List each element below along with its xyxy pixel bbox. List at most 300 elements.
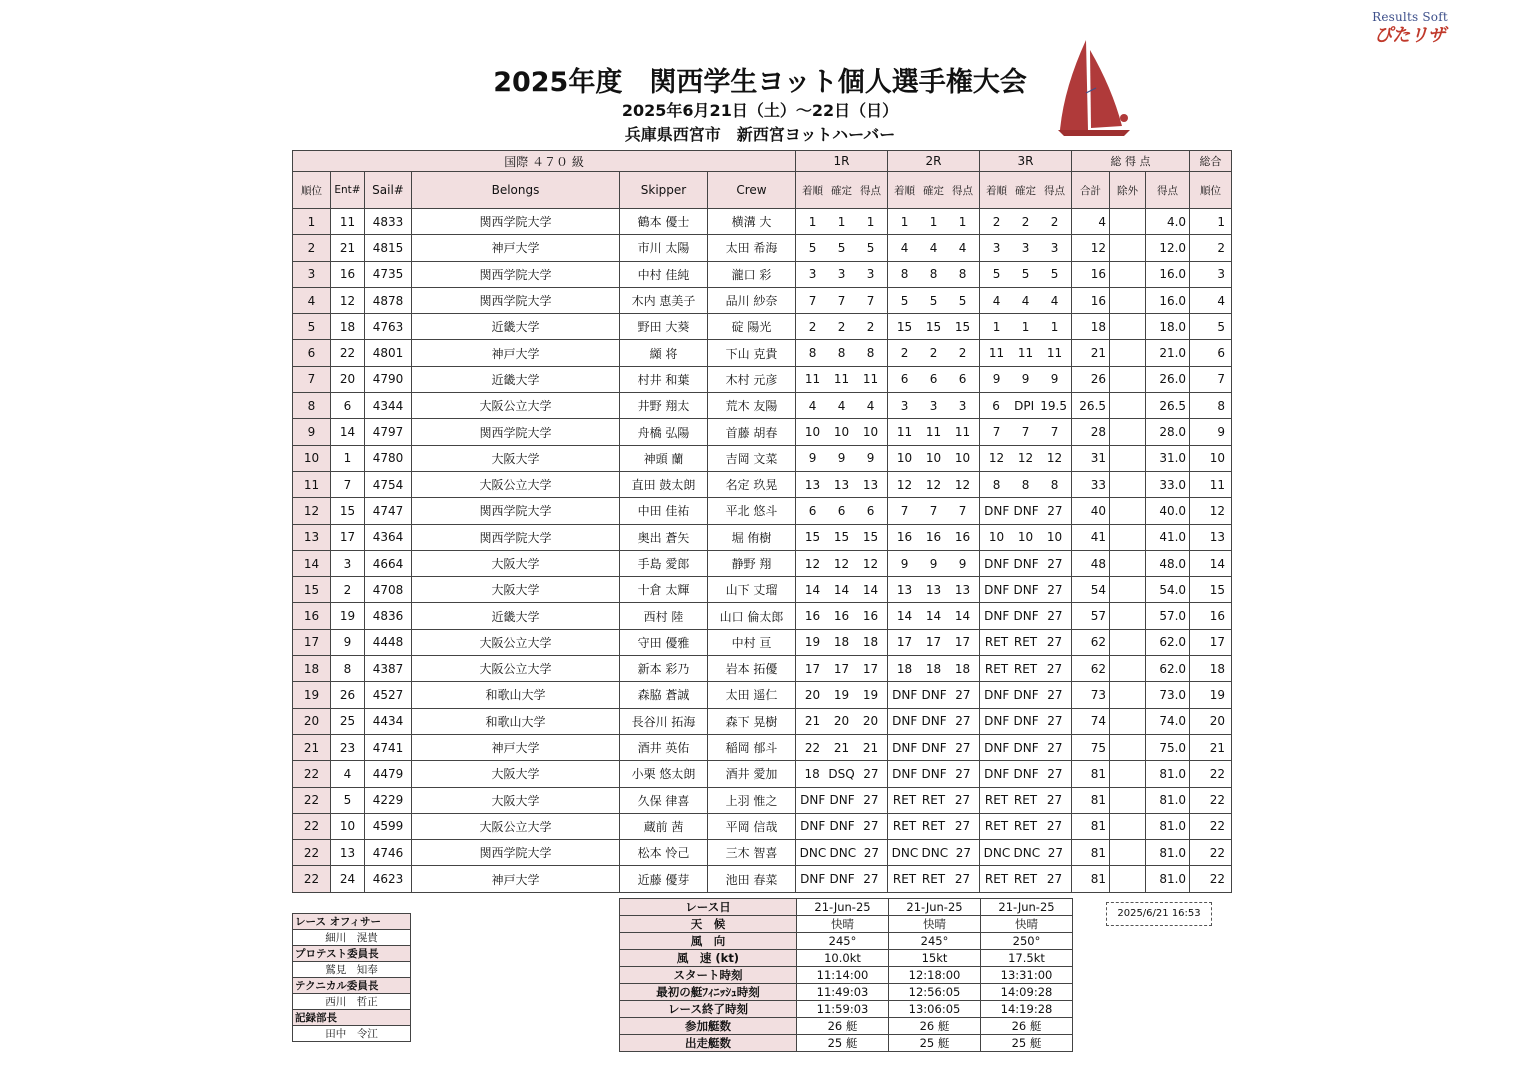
r3-cell [980, 787, 1072, 813]
score-cell: 16.0 [1146, 261, 1190, 287]
score-cell: 12.0 [1146, 235, 1190, 261]
r3-cell [980, 366, 1072, 392]
r3-cell [980, 314, 1072, 340]
overall-rank-cell: 11 [1190, 471, 1232, 497]
condition-value: 21-Jun-25 [889, 899, 981, 916]
overall-header: 総合 [1190, 151, 1232, 172]
r2-cell [888, 366, 980, 392]
r3-value: 27 [1046, 819, 1063, 834]
rank-cell: 20 [293, 708, 331, 734]
discard-cell [1110, 761, 1146, 787]
r2-cell [888, 866, 980, 892]
sail-cell: 4387 [365, 656, 412, 682]
discard-cell [1110, 682, 1146, 708]
crew-cell: 瀧口 彩 [708, 261, 796, 287]
skipper-cell: 近藤 優芽 [620, 866, 708, 892]
overall-rank-cell: 13 [1190, 524, 1232, 550]
r3-value: RET [984, 793, 1009, 808]
r3-value: 12 [1046, 451, 1063, 466]
condition-value: 12:18:00 [889, 967, 981, 984]
r1-value: 27 [863, 819, 879, 834]
r1-cell [796, 682, 888, 708]
skipper-cell: 小栗 悠太朗 [620, 761, 708, 787]
r1-value: 16 [833, 609, 850, 624]
r2-value: 3 [958, 398, 967, 413]
discard-cell [1110, 287, 1146, 313]
discard-cell [1110, 340, 1146, 366]
overall-rank-cell: 18 [1190, 656, 1232, 682]
race-header-1: 1R [796, 151, 888, 172]
r2-value: 11 [954, 425, 971, 440]
discard-cell [1110, 366, 1146, 392]
class-name: 国際 ４７０ 級 [293, 151, 796, 172]
ent-cell: 1 [331, 445, 365, 471]
r2-cell [888, 498, 980, 524]
results-soft-logo [1360, 10, 1460, 47]
overall-rank-cell: 22 [1190, 813, 1232, 839]
table-row [293, 261, 1232, 287]
r1-value: 7 [808, 293, 817, 308]
r2-value: DNC [921, 845, 949, 860]
overall-rank-cell: 3 [1190, 261, 1232, 287]
col-crew: Crew [708, 172, 796, 209]
r2-cell [888, 314, 980, 340]
r2-value: 5 [929, 293, 938, 308]
skipper-cell: 守田 優雅 [620, 629, 708, 655]
rank-cell: 22 [293, 840, 331, 866]
sum-cell: 4 [1072, 209, 1110, 235]
r1-value: 13 [833, 477, 850, 492]
r3-value: DPI [1014, 398, 1035, 413]
r2-value: 27 [954, 819, 971, 834]
r2-value: 9 [958, 556, 967, 571]
r1-value: 10 [833, 425, 850, 440]
ent-cell: 19 [331, 603, 365, 629]
rank-cell: 14 [293, 550, 331, 576]
results-body [293, 209, 1232, 893]
ent-cell: 13 [331, 840, 365, 866]
r3-cell [980, 261, 1072, 287]
r1-cell [796, 577, 888, 603]
r1-value: 14 [862, 582, 879, 597]
ent-cell: 11 [331, 209, 365, 235]
r3-cell [980, 287, 1072, 313]
r2-value: 2 [958, 346, 967, 361]
r3-value: RET [1013, 635, 1038, 650]
r1-value: 17 [833, 661, 850, 676]
score-cell: 26.5 [1146, 393, 1190, 419]
r3-cell [980, 498, 1072, 524]
skipper-cell: 新本 彩乃 [620, 656, 708, 682]
r3-cell [980, 235, 1072, 261]
total-header: 総 得 点 [1072, 151, 1190, 172]
r2-value: RET [921, 793, 946, 808]
r3-cell [980, 866, 1072, 892]
overall-rank-cell: 22 [1190, 787, 1232, 813]
condition-label: スタート時刻 [620, 967, 797, 984]
discard-cell [1110, 603, 1146, 629]
r2-value: 16 [954, 530, 971, 545]
r1-value: 21 [804, 714, 821, 729]
table-row [293, 314, 1232, 340]
skipper-cell: 奥出 蒼矢 [620, 524, 708, 550]
crew-cell: 木村 元彦 [708, 366, 796, 392]
ent-cell: 7 [331, 471, 365, 497]
condition-value: 21-Jun-25 [981, 899, 1073, 916]
r2-value: DNF [921, 687, 947, 702]
discard-cell [1110, 708, 1146, 734]
r1-value: 8 [866, 346, 875, 361]
r3-value: 3 [992, 240, 1001, 255]
r1-value: 19 [804, 635, 821, 650]
r1-value: 12 [804, 556, 821, 571]
r2-cell [888, 682, 980, 708]
rank-cell: 5 [293, 314, 331, 340]
score-cell: 18.0 [1146, 314, 1190, 340]
r2-value: 17 [896, 635, 913, 650]
ent-cell: 24 [331, 866, 365, 892]
overall-rank-cell: 22 [1190, 866, 1232, 892]
r1-cell [796, 787, 888, 813]
rank-cell: 2 [293, 235, 331, 261]
r1-value: 4 [866, 398, 875, 413]
sail-cell: 4708 [365, 577, 412, 603]
r3-cell [980, 393, 1072, 419]
sail-cell: 4527 [365, 682, 412, 708]
r1-value: 8 [808, 346, 817, 361]
r3-value: 11 [988, 346, 1005, 361]
r2-cell [888, 419, 980, 445]
race-header-3: 3R [980, 151, 1072, 172]
skipper-cell: 直田 鼓太朗 [620, 471, 708, 497]
col-score: 得点 [1146, 172, 1190, 209]
skipper-cell: 酒井 英佑 [620, 734, 708, 760]
r1-value: DSQ [828, 766, 855, 781]
sail-cell: 4780 [365, 445, 412, 471]
r3-value: DNF [984, 714, 1010, 729]
r3-value: DNF [984, 740, 1010, 755]
r2-value: DNF [892, 714, 918, 729]
r2-value: 27 [955, 740, 971, 755]
official-name: 鷲見 知奉 [293, 962, 411, 978]
score-cell: 4.0 [1146, 209, 1190, 235]
r1-value: 27 [863, 845, 879, 860]
table-row [293, 761, 1232, 787]
r2-cell [888, 471, 980, 497]
r1-value: 20 [833, 714, 850, 729]
r2-cell [888, 708, 980, 734]
r3-cell [980, 656, 1072, 682]
r3-value: 27 [1047, 556, 1063, 571]
r1-cell [796, 498, 888, 524]
score-cell: 81.0 [1146, 866, 1190, 892]
r2-value: 16 [896, 530, 913, 545]
sail-cell: 4664 [365, 550, 412, 576]
r3-value: 4 [992, 293, 1001, 308]
r3-value: DNF [1013, 687, 1039, 702]
r1-cell [796, 419, 888, 445]
crew-cell: 三木 智喜 [708, 840, 796, 866]
sum-cell: 12 [1072, 235, 1110, 261]
r1-value: 9 [808, 451, 817, 466]
r2-value: 8 [958, 267, 967, 282]
belongs-cell: 近畿大学 [412, 314, 620, 340]
sail-cell: 4741 [365, 734, 412, 760]
r1-value: 6 [837, 503, 846, 518]
table-row [293, 550, 1232, 576]
table-row [293, 498, 1232, 524]
condition-value: 14:19:28 [981, 1001, 1073, 1018]
r1-value: 16 [862, 609, 879, 624]
r3-value: 27 [1047, 766, 1063, 781]
belongs-cell: 大阪公立大学 [412, 656, 620, 682]
rank-cell: 11 [293, 471, 331, 497]
r2-value: 13 [925, 582, 942, 597]
r1-cell [796, 629, 888, 655]
ent-cell: 15 [331, 498, 365, 524]
rank-cell: 3 [293, 261, 331, 287]
ent-cell: 17 [331, 524, 365, 550]
skipper-cell: 神頭 蘭 [620, 445, 708, 471]
condition-row [620, 984, 1073, 1001]
r2-value: 9 [929, 556, 938, 571]
sum-cell: 54 [1072, 577, 1110, 603]
r2-cell [888, 261, 980, 287]
discard-cell [1110, 235, 1146, 261]
official-name: 細川 滉貴 [293, 930, 411, 946]
r2-value: 14 [954, 609, 971, 624]
overall-rank-cell: 17 [1190, 629, 1232, 655]
skipper-cell: 十倉 太輝 [620, 577, 708, 603]
condition-value: 15kt [889, 950, 981, 967]
r1-value: 27 [863, 872, 879, 887]
r1-value: 13 [804, 477, 821, 492]
ent-cell: 14 [331, 419, 365, 445]
r2-value: DNF [892, 687, 918, 702]
r1-cell [796, 550, 888, 576]
overall-rank-cell: 20 [1190, 708, 1232, 734]
score-cell: 41.0 [1146, 524, 1190, 550]
r3-value: 7 [1021, 425, 1030, 440]
race-conditions-table [619, 898, 1073, 1052]
r1-cell [796, 734, 888, 760]
r3-cell [980, 813, 1072, 839]
table-row [293, 603, 1232, 629]
r2-cell [888, 524, 980, 550]
discard-cell [1110, 577, 1146, 603]
r3-value: 10 [988, 530, 1005, 545]
rank-cell: 12 [293, 498, 331, 524]
r2-value: 8 [929, 267, 938, 282]
condition-value: 11:49:03 [797, 984, 889, 1001]
col-skipper: Skipper [620, 172, 708, 209]
crew-cell: 吉岡 文菜 [708, 445, 796, 471]
ent-cell: 25 [331, 708, 365, 734]
crew-cell: 平岡 信哉 [708, 813, 796, 839]
belongs-cell: 関西学院大学 [412, 524, 620, 550]
page-title: 2025年度 関西学生ヨット個人選手権大会 [493, 67, 1027, 98]
r3-cell [980, 550, 1072, 576]
r1-value: 18 [804, 766, 820, 781]
r1-value: 2 [866, 319, 875, 334]
r3-value: 27 [1046, 793, 1063, 808]
sail-cell: 4735 [365, 261, 412, 287]
r2-value: 5 [900, 293, 909, 308]
r3-cell [980, 577, 1072, 603]
belongs-cell: 関西学院大学 [412, 287, 620, 313]
condition-value: 14:09:28 [981, 984, 1073, 1001]
col-belongs: Belongs [412, 172, 620, 209]
r3-value: 10 [1046, 530, 1063, 545]
r2-value: 17 [954, 635, 971, 650]
sail-cell: 4599 [365, 813, 412, 839]
r1-value: 5 [837, 240, 846, 255]
r1-value: DNF [800, 872, 826, 887]
skipper-cell: 纐 将 [620, 340, 708, 366]
discard-cell [1110, 314, 1146, 340]
score-cell: 33.0 [1146, 471, 1190, 497]
table-row [293, 866, 1232, 892]
r1-value: 9 [866, 451, 875, 466]
r3-value: 27 [1046, 661, 1063, 676]
r1-value: 27 [863, 766, 879, 781]
table-row [293, 287, 1232, 313]
table-row [293, 577, 1232, 603]
condition-row [620, 899, 1073, 916]
crew-cell: 山口 倫太郎 [708, 603, 796, 629]
r3-value: DNC [983, 845, 1011, 860]
sum-cell: 16 [1072, 261, 1110, 287]
sum-cell: 81 [1072, 813, 1110, 839]
r2-value: 7 [900, 503, 909, 518]
sum-cell: 74 [1072, 708, 1110, 734]
col-overall-rank: 順位 [1190, 172, 1232, 209]
r2-value: 12 [954, 477, 971, 492]
r2-value: 2 [929, 346, 938, 361]
table-row [293, 840, 1232, 866]
condition-value: 21-Jun-25 [797, 899, 889, 916]
ent-cell: 20 [331, 366, 365, 392]
skipper-cell: 野田 大葵 [620, 314, 708, 340]
sailboat-icon [1050, 38, 1135, 138]
r1-value: 2 [808, 319, 817, 334]
r3-value: 27 [1047, 740, 1063, 755]
r1-value: 20 [804, 687, 821, 702]
score-cell: 26.0 [1146, 366, 1190, 392]
r1-value: 3 [837, 267, 846, 282]
r1-value: 3 [866, 267, 875, 282]
skipper-cell: 井野 翔太 [620, 393, 708, 419]
condition-label: レース終了時刻 [620, 1001, 797, 1018]
r2-value: RET [892, 872, 917, 887]
overall-rank-cell: 4 [1190, 287, 1232, 313]
r3-value: 5 [1021, 267, 1030, 282]
col-r1-sub: 着順 確定 得点 [796, 172, 888, 209]
sail-cell: 4878 [365, 287, 412, 313]
score-cell: 54.0 [1146, 577, 1190, 603]
skipper-cell: 村井 和葉 [620, 366, 708, 392]
r3-value: 4 [1021, 293, 1030, 308]
crew-cell: 下山 克貴 [708, 340, 796, 366]
r3-value: 9 [1021, 372, 1030, 387]
r3-value: 27 [1046, 872, 1063, 887]
r2-cell [888, 603, 980, 629]
condition-value: 13:06:05 [889, 1001, 981, 1018]
rank-cell: 6 [293, 340, 331, 366]
crew-cell: 岩本 拓優 [708, 656, 796, 682]
skipper-cell: 舟橋 弘陽 [620, 419, 708, 445]
sum-cell: 26.5 [1072, 393, 1110, 419]
sail-cell: 4815 [365, 235, 412, 261]
skipper-cell: 森脇 蒼誠 [620, 682, 708, 708]
r3-cell [980, 445, 1072, 471]
crew-cell: 池田 春菜 [708, 866, 796, 892]
r3-value: 27 [1047, 582, 1063, 597]
r3-value: 27 [1047, 845, 1063, 860]
table-row [293, 524, 1232, 550]
condition-row [620, 1018, 1073, 1035]
belongs-cell: 和歌山大学 [412, 708, 620, 734]
r1-value: 17 [804, 661, 821, 676]
r3-cell [980, 603, 1072, 629]
overall-rank-cell: 9 [1190, 419, 1232, 445]
discard-cell [1110, 524, 1146, 550]
discard-cell [1110, 419, 1146, 445]
condition-row [620, 1035, 1073, 1052]
belongs-cell: 大阪大学 [412, 445, 620, 471]
sail-cell: 4763 [365, 314, 412, 340]
r1-cell [796, 524, 888, 550]
r2-value: 7 [929, 503, 938, 518]
crew-cell: 稲岡 郁斗 [708, 734, 796, 760]
brand-line1: Results Soft [1372, 10, 1448, 24]
table-row [293, 656, 1232, 682]
overall-rank-cell: 14 [1190, 550, 1232, 576]
skipper-cell: 手島 愛郎 [620, 550, 708, 576]
skipper-cell: 市川 太陽 [620, 235, 708, 261]
belongs-cell: 関西学院大学 [412, 209, 620, 235]
r1-value: 22 [804, 740, 821, 755]
belongs-cell: 近畿大学 [412, 366, 620, 392]
sail-cell: 4623 [365, 866, 412, 892]
r2-value: DNF [921, 714, 947, 729]
belongs-cell: 神戸大学 [412, 235, 620, 261]
r1-cell [796, 340, 888, 366]
condition-value: 26 艇 [981, 1018, 1073, 1035]
sum-cell: 57 [1072, 603, 1110, 629]
r3-value: 12 [988, 451, 1005, 466]
col-rank: 順位 [293, 172, 331, 209]
score-cell: 81.0 [1146, 840, 1190, 866]
r3-value: RET [984, 872, 1009, 887]
discard-cell [1110, 629, 1146, 655]
brand-line2: ぴたリザ [1374, 25, 1446, 46]
rank-cell: 10 [293, 445, 331, 471]
overall-rank-cell: 2 [1190, 235, 1232, 261]
table-row [293, 209, 1232, 235]
r1-value: DNF [829, 819, 855, 834]
r2-value: 27 [955, 766, 971, 781]
sum-cell: 41 [1072, 524, 1110, 550]
r3-value: 27 [1047, 503, 1063, 518]
condition-value: 17.5kt [981, 950, 1073, 967]
col-sum: 合計 [1072, 172, 1110, 209]
condition-value: 26 艇 [889, 1018, 981, 1035]
ent-cell: 16 [331, 261, 365, 287]
rank-cell: 8 [293, 393, 331, 419]
r2-value: 13 [954, 582, 971, 597]
sail-cell: 4344 [365, 393, 412, 419]
